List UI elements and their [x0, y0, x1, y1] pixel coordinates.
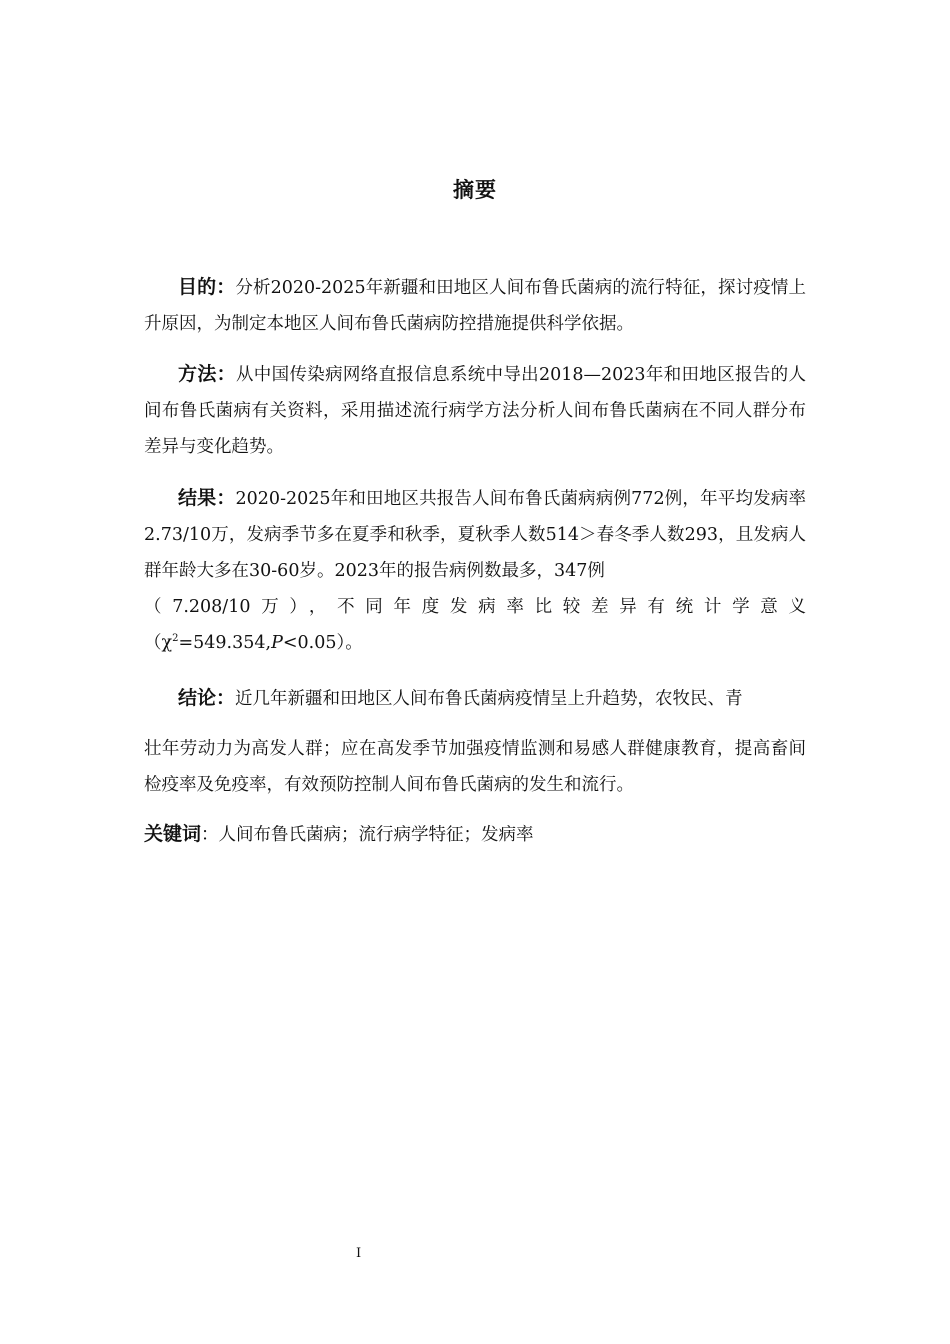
keywords-label: 关键词 — [144, 823, 202, 845]
keywords-colon: ： — [201, 825, 219, 845]
results-spread-line: （7.208/10万），不同年度发病率比较差异有统计学意义 — [144, 597, 806, 617]
results-label: 结果： — [178, 487, 236, 509]
methods-text: 从中国传染病网络直报信息系统中导出2018—2023年和田地区报告的人间布鲁氏菌病有关资料，采用描述流行病学方法分析人间布鲁氏菌病在不同人群分布差异与变化趋势。 — [144, 365, 806, 457]
stat-end: <0.05）。 — [282, 633, 363, 653]
conclusion-label: 结论： — [178, 687, 236, 709]
results-paragraph — [144, 480, 806, 661]
conclusion-text-line1: 近几年新疆和田地区人间布鲁氏菌病疫情呈上升趋势，农牧民、青 — [235, 689, 743, 709]
keywords-line — [144, 816, 806, 853]
stat-value: =549.354, — [178, 633, 272, 653]
page-title: 摘要 — [453, 178, 497, 202]
keywords-text: 人间布鲁氏菌病；流行病学特征；发病率 — [218, 825, 534, 845]
results-text: 2020-2025年和田地区共报告人间布鲁氏菌病病例772例，年平均发病率2.73/10万，发病季节多在夏季和秋季，夏秋季人数514＞春冬季人数293，且发病人群年龄大多在30-60岁。2023年的报告病例数最多，347例 — [144, 489, 806, 581]
conclusion-paragraph — [144, 680, 806, 717]
objective-paragraph — [144, 269, 806, 342]
results-statistic — [144, 625, 806, 661]
conclusion-continuation: 壮年劳动力为高发人群；应在高发季节加强疫情监测和易感人群健康教育，提高畜间检疫率及免疫率，有效预防控制人间布鲁氏菌病的发生和流行。 — [144, 739, 806, 795]
stat-superscript: 2 — [172, 633, 179, 645]
objective-label: 目的： — [178, 276, 236, 298]
stat-chi: （χ — [144, 633, 173, 653]
methods-label: 方法： — [178, 363, 236, 385]
methods-paragraph — [144, 356, 806, 465]
objective-text: 分析2020-2025年新疆和田地区人间布鲁氏菌病的流行特征，探讨疫情上升原因，为制定本地区人间布鲁氏菌病防控措施提供科学依据。 — [144, 278, 806, 334]
page-number: I — [356, 1246, 362, 1261]
stat-p: P — [271, 633, 283, 653]
